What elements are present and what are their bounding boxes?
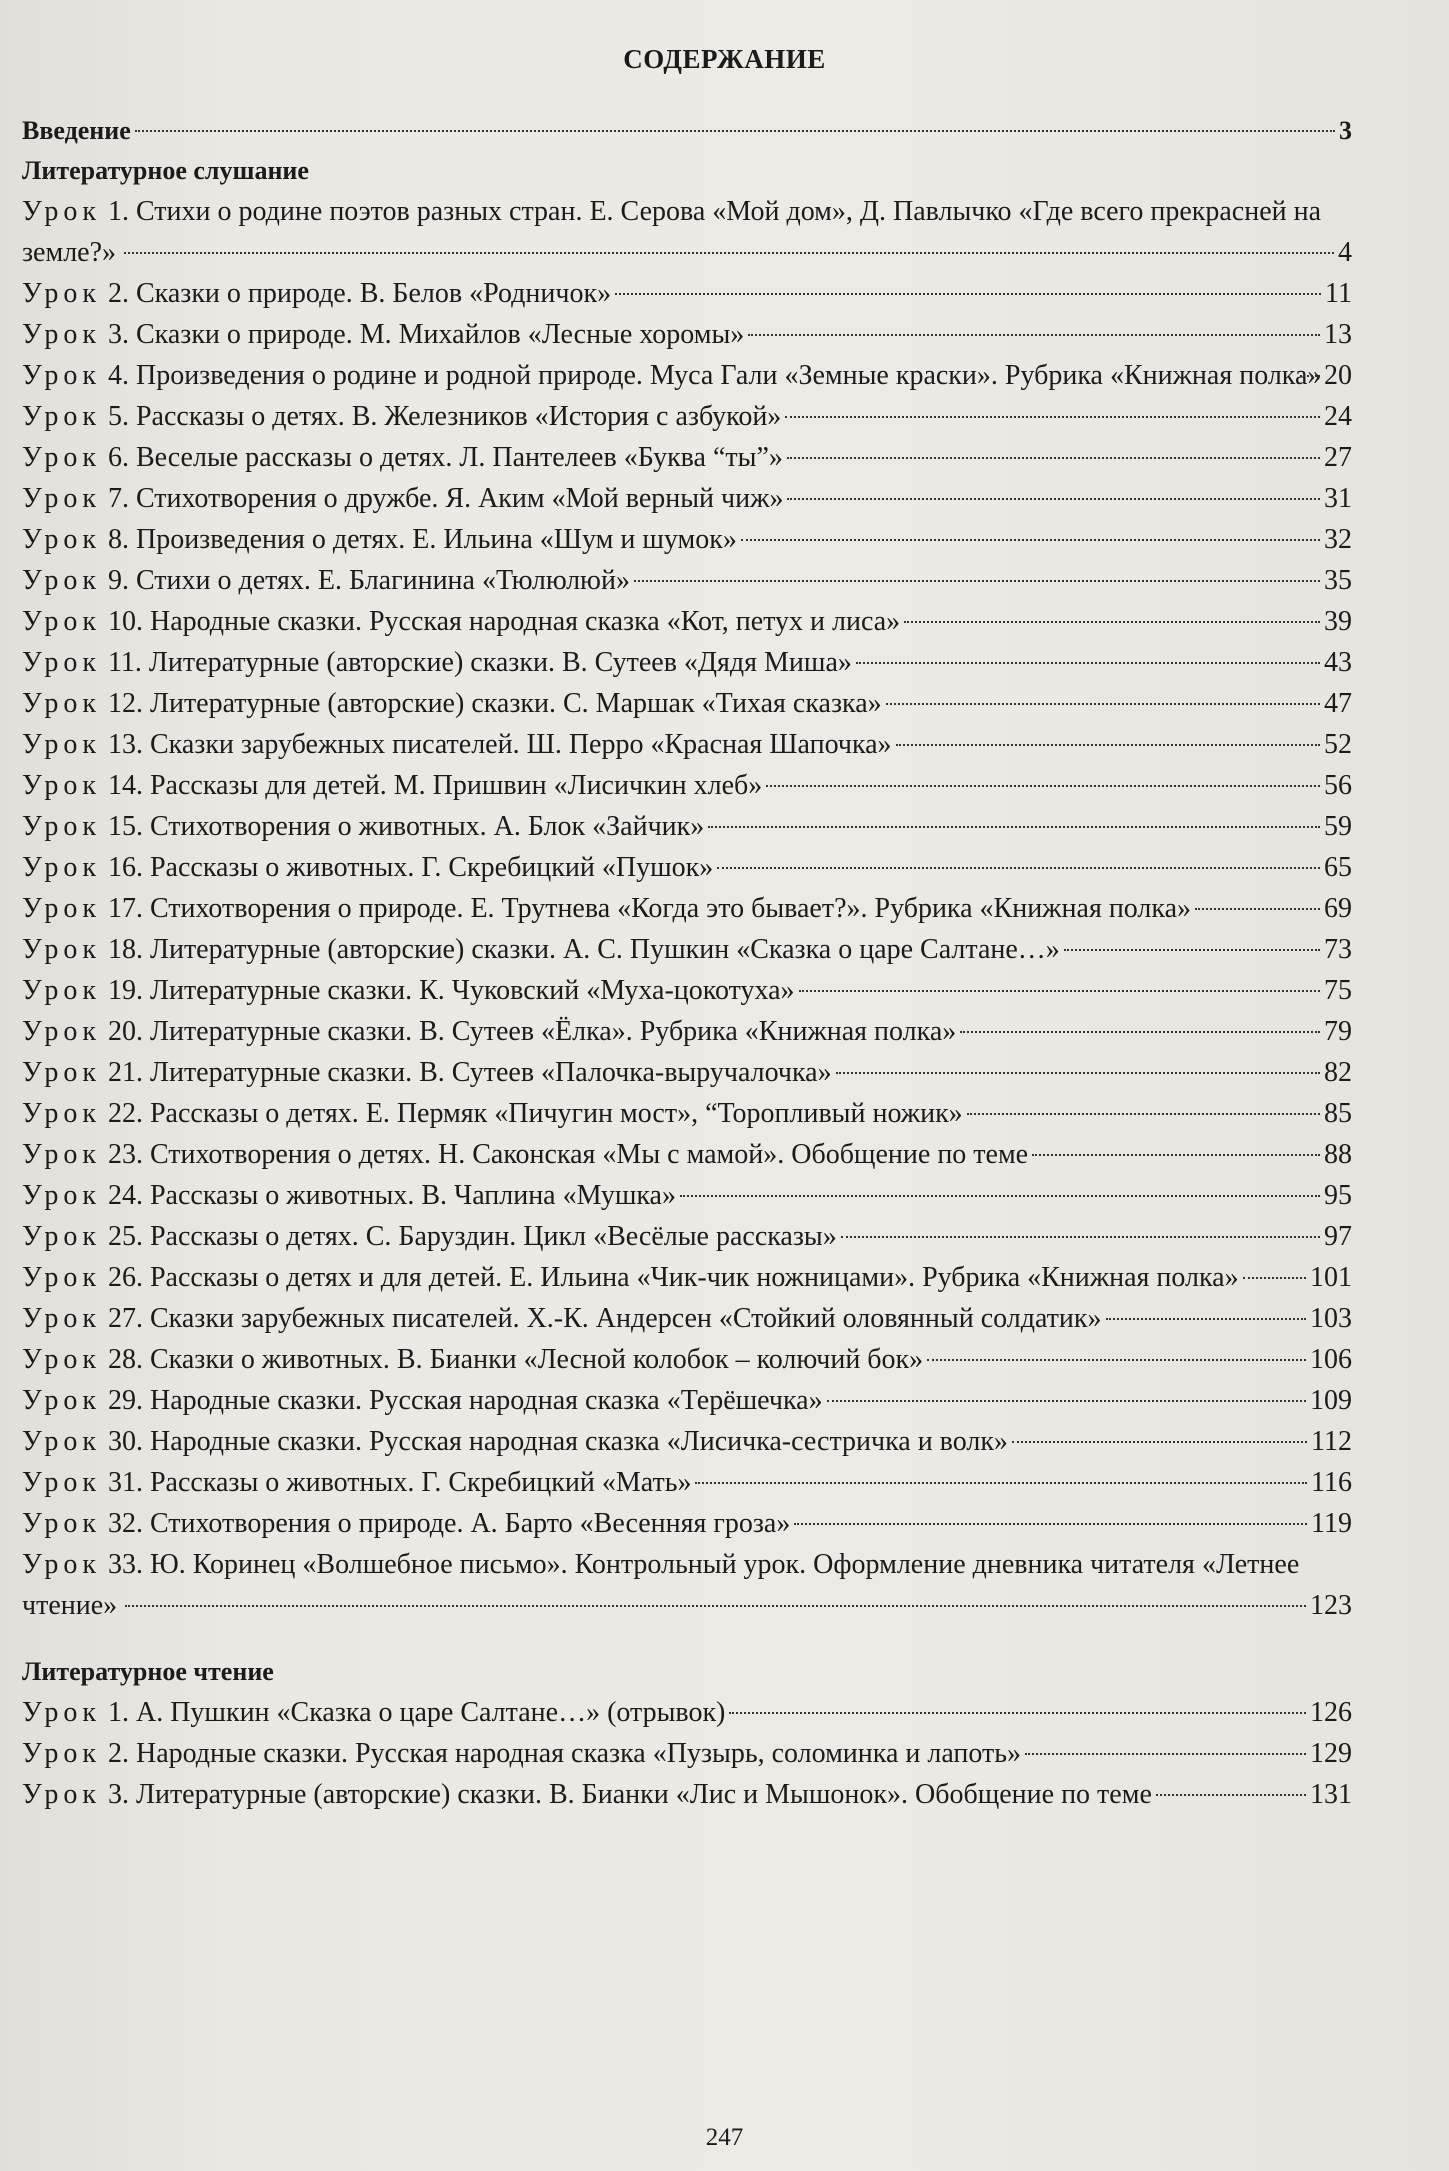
lesson-prefix: Урок [22, 852, 101, 883]
lesson-prefix: Урок [22, 442, 101, 473]
toc-entry-text [22, 1462, 691, 1503]
toc-entry-text [22, 1216, 837, 1257]
toc-entry-text [22, 1380, 823, 1421]
lesson-prefix: Урок [22, 1697, 101, 1728]
toc-entry-text [22, 1134, 1028, 1175]
dot-leader [1032, 1154, 1320, 1156]
dot-leader [836, 1072, 1320, 1074]
toc-entry-text [22, 847, 713, 888]
toc-entry-page: 109 [1310, 1385, 1352, 1416]
toc-entry-text [22, 519, 737, 560]
lesson-prefix: Урок [22, 729, 101, 760]
lesson-title: 11. Литературные (авторские) сказки. В. Сутеев «Дядя Миша» [107, 647, 852, 678]
toc-entry-page: 82 [1324, 1057, 1352, 1088]
section-title-listening: Литературное слушание [22, 156, 309, 185]
lesson-prefix: Урок [22, 360, 101, 391]
toc-entry [22, 273, 1352, 314]
lesson-title: 30. Народные сказки. Русская народная сказка «Лисичка-сестричка и волк» [107, 1426, 1008, 1457]
dot-leader [135, 130, 1335, 132]
toc-entry-text [22, 560, 630, 601]
toc-entry-page: 85 [1324, 1098, 1352, 1129]
lesson-prefix: Урок [22, 1221, 101, 1252]
dot-leader [634, 580, 1320, 582]
dot-leader [1106, 1318, 1306, 1320]
dot-leader [1012, 1441, 1307, 1443]
lesson-prefix: Урок [22, 647, 101, 678]
toc-entry-page: 32 [1324, 524, 1352, 555]
toc-entry-page: 131 [1310, 1779, 1352, 1810]
lesson-title: 15. Стихотворения о животных. А. Блок «Зайчик» [107, 811, 705, 842]
dot-leader [827, 1400, 1306, 1402]
lesson-prefix: Урок [22, 770, 101, 801]
toc-entry-text [22, 1052, 832, 1093]
dot-leader [766, 785, 1320, 787]
dot-leader [748, 334, 1320, 336]
table-of-contents [22, 110, 1352, 1815]
lesson-title: 29. Народные сказки. Русская народная сказка «Терёшечка» [107, 1385, 823, 1416]
toc-entry [22, 1257, 1352, 1298]
toc-entry [22, 1134, 1352, 1175]
lesson-prefix: Урок [22, 1738, 101, 1769]
toc-entry-page: 112 [1311, 1426, 1352, 1457]
toc-entry-text [22, 806, 704, 847]
toc-entry-text [22, 1733, 1021, 1774]
lesson-prefix: Урок [22, 1262, 101, 1293]
lesson-prefix: Урок [22, 1426, 101, 1457]
dot-leader [787, 457, 1320, 459]
toc-entry-text [22, 1503, 790, 1544]
lesson-title: 8. Произведения о детях. Е. Ильина «Шум и шумок» [107, 524, 737, 555]
lesson-title: 1. Стихи о родине поэтов разных стран. Е. Серова «Мой дом», Д. Павлычко «Где всего прекрасней на земле?» [22, 196, 1322, 268]
toc-entry [22, 191, 1352, 273]
toc-entry-page: 39 [1324, 606, 1352, 637]
lesson-prefix: Урок [22, 688, 101, 719]
lesson-prefix: Урок [22, 401, 101, 432]
toc-entry-page: 79 [1324, 1016, 1352, 1047]
dot-leader [1025, 1753, 1306, 1755]
lesson-prefix: Урок [22, 565, 101, 596]
toc-entry-text [22, 396, 781, 437]
toc-entry-page: 123 [1310, 1590, 1352, 1621]
toc-entry-page: 119 [1311, 1508, 1352, 1539]
toc-entry-page: 27 [1324, 442, 1352, 473]
lesson-title: 10. Народные сказки. Русская народная сказка «Кот, петух и лиса» [107, 606, 901, 637]
toc-entry-page: 31 [1324, 483, 1352, 514]
lesson-title: 18. Литературные (авторские) сказки. А. С. Пушкин «Сказка о царе Салтане…» [107, 934, 1060, 965]
lesson-title: 24. Рассказы о животных. В. Чаплина «Мушка» [107, 1180, 676, 1211]
toc-entry [22, 1011, 1352, 1052]
toc-entry-text [22, 929, 1060, 970]
dot-leader [125, 1605, 1306, 1607]
toc-entry-text [22, 724, 892, 765]
toc-entry [22, 1216, 1352, 1257]
toc-entry-text [22, 273, 611, 314]
lesson-title: 2. Народные сказки. Русская народная сказка «Пузырь, соломинка и лапоть» [107, 1738, 1022, 1769]
lesson-prefix: Урок [22, 606, 101, 637]
toc-entry-page: 24 [1324, 401, 1352, 432]
lesson-title: 9. Стихи о детях. Е. Благинина «Тюлюлюй» [107, 565, 630, 596]
toc-entry [22, 970, 1352, 1011]
lesson-title: 2. Сказки о природе. В. Белов «Родничок» [107, 278, 612, 309]
page-number: 247 [705, 2124, 744, 2151]
dot-leader [717, 867, 1320, 869]
toc-entry-text [22, 1421, 1008, 1462]
toc-entry-text [22, 1774, 1152, 1815]
toc-entry [22, 1692, 1352, 1733]
dot-leader [1300, 375, 1320, 377]
toc-entry-page: 101 [1310, 1262, 1352, 1293]
dot-leader [904, 621, 1320, 623]
toc-entry [22, 1462, 1352, 1503]
toc-entry-page: 97 [1324, 1221, 1352, 1252]
toc-entry-text: Введение [22, 116, 131, 145]
toc-entry-text [22, 1298, 1102, 1339]
lesson-prefix: Урок [22, 1180, 101, 1211]
toc-entry-page: 129 [1310, 1738, 1352, 1769]
toc-entry [22, 601, 1352, 642]
lesson-prefix: Урок [22, 1057, 101, 1088]
lesson-title: 6. Веселые рассказы о детях. Л. Пантелеев «Буква “ты”» [107, 442, 783, 473]
toc-entry-text [22, 970, 795, 1011]
lesson-prefix: Урок [22, 934, 101, 965]
dot-leader [927, 1359, 1306, 1361]
lesson-title: 12. Литературные (авторские) сказки. С. Маршак «Тихая сказка» [107, 688, 882, 719]
lesson-prefix: Урок [22, 1098, 101, 1129]
toc-entry [22, 1774, 1352, 1815]
toc-entry-text [22, 683, 882, 724]
dot-leader [794, 1523, 1307, 1525]
lesson-prefix: Урок [22, 1549, 101, 1580]
lesson-prefix: Урок [22, 1385, 101, 1416]
toc-entry-text [22, 1093, 963, 1134]
toc-entry-page: 69 [1324, 893, 1352, 924]
toc-entry-text [22, 1257, 1239, 1298]
dot-leader [1064, 949, 1320, 951]
toc-entry [22, 519, 1352, 560]
lesson-prefix: Урок [22, 1016, 101, 1047]
toc-entry [22, 642, 1352, 683]
toc-entry [22, 765, 1352, 806]
section-list-reading [22, 1692, 1352, 1815]
toc-entry-page: 52 [1324, 729, 1352, 760]
toc-entry-intro [22, 110, 1352, 151]
toc-entry-page: 56 [1324, 770, 1352, 801]
lesson-title: 20. Литературные сказки. В. Сутеев «Ёлка». Рубрика «Книжная полка» [107, 1016, 957, 1047]
toc-entry-page: 116 [1311, 1467, 1352, 1498]
toc-entry [22, 724, 1352, 765]
toc-entry-text [22, 765, 762, 806]
dot-leader [680, 1195, 1320, 1197]
toc-entry-text [22, 1011, 956, 1052]
toc-entry-text [22, 1175, 676, 1216]
toc-entry [22, 888, 1352, 929]
toc-entry-page: 75 [1324, 975, 1352, 1006]
dot-leader [695, 1482, 1307, 1484]
toc-entry-page: 106 [1310, 1344, 1352, 1375]
toc-entry [22, 1052, 1352, 1093]
lesson-prefix: Урок [22, 483, 101, 514]
toc-entry-page: 126 [1310, 1697, 1352, 1728]
dot-leader [1243, 1277, 1306, 1279]
toc-entry-page: 103 [1310, 1303, 1352, 1334]
dot-leader [785, 416, 1320, 418]
toc-entry-text [22, 642, 852, 683]
section-list-listening [22, 191, 1352, 1626]
toc-entry-page: 95 [1324, 1180, 1352, 1211]
lesson-title: 22. Рассказы о детях. Е. Пермяк «Пичугин мост», “Торопливый ножик» [107, 1098, 963, 1129]
lesson-prefix: Урок [22, 319, 101, 350]
lesson-title: 21. Литературные сказки. В. Сутеев «Палочка-выручалочка» [107, 1057, 832, 1088]
toc-entry-page: 59 [1324, 811, 1352, 842]
section-title-reading: Литературное чтение [22, 1657, 274, 1686]
toc-entry [22, 1503, 1352, 1544]
toc-entry-text [22, 478, 783, 519]
dot-leader [799, 990, 1320, 992]
toc-entry [22, 1175, 1352, 1216]
lesson-prefix: Урок [22, 975, 101, 1006]
lesson-prefix: Урок [22, 1344, 101, 1375]
dot-leader [787, 498, 1320, 500]
toc-entry [22, 560, 1352, 601]
toc-entry-text [22, 1339, 923, 1380]
lesson-title: 3. Сказки о природе. М. Михайлов «Лесные хоромы» [107, 319, 745, 350]
toc-entry [22, 1733, 1352, 1774]
toc-entry-page: 20 [1324, 360, 1352, 391]
page-title: СОДЕРЖАНИЕ [623, 44, 826, 74]
lesson-prefix: Урок [22, 893, 101, 924]
dot-leader [1156, 1794, 1306, 1796]
lesson-title: 17. Стихотворения о природе. Е. Трутнева «Когда это бывает?». Рубрика «Книжная полка» [107, 893, 1192, 924]
lesson-title: 27. Сказки зарубежных писателей. Х.-К. Андерсен «Стойкий оловянный солдатик» [107, 1303, 1102, 1334]
toc-entry-page: 35 [1324, 565, 1352, 596]
lesson-title: 28. Сказки о животных. В. Бианки «Лесной колобок – колючий бок» [107, 1344, 924, 1375]
toc-entry [22, 478, 1352, 519]
dot-leader [708, 826, 1320, 828]
toc-entry-page: 13 [1324, 319, 1352, 350]
dot-leader [1195, 908, 1320, 910]
lesson-title: 13. Сказки зарубежных писателей. Ш. Перро «Красная Шапочка» [107, 729, 892, 760]
lesson-prefix: Урок [22, 278, 101, 309]
toc-entry-page: 43 [1324, 647, 1352, 678]
dot-leader [615, 293, 1321, 295]
dot-leader [967, 1113, 1320, 1115]
lesson-title: 32. Стихотворения о природе. А. Барто «Весенняя гроза» [107, 1508, 791, 1539]
dot-leader [729, 1712, 1306, 1714]
dot-leader [856, 662, 1320, 664]
dot-leader [886, 703, 1320, 705]
toc-entry [22, 1093, 1352, 1134]
toc-entry-text [22, 888, 1191, 929]
lesson-title: 23. Стихотворения о детях. Н. Саконская «Мы с мамой». Обобщение по теме [107, 1139, 1029, 1170]
lesson-title: 1. А. Пушкин «Сказка о царе Салтане…» (отрывок) [107, 1697, 726, 1728]
toc-entry-text [22, 601, 900, 642]
toc-entry-page: 11 [1325, 278, 1352, 309]
lesson-title: 25. Рассказы о детях. С. Баруздин. Цикл «Весёлые рассказы» [107, 1221, 837, 1252]
toc-entry-page: 47 [1324, 688, 1352, 719]
lesson-title: 33. Ю. Коринец «Волшебное письмо». Контрольный урок. Оформление дневника читателя «Летнее чтение» [22, 1549, 1300, 1621]
toc-entry [22, 1544, 1352, 1626]
toc-entry [22, 1380, 1352, 1421]
lesson-title: 16. Рассказы о животных. Г. Скребицкий «Пушок» [107, 852, 714, 883]
dot-leader [741, 539, 1320, 541]
toc-entry-page: 4 [1338, 237, 1352, 268]
lesson-prefix: Урок [22, 1508, 101, 1539]
lesson-prefix: Урок [22, 1139, 101, 1170]
lesson-prefix: Урок [22, 1303, 101, 1334]
toc-entry-page: 88 [1324, 1139, 1352, 1170]
lesson-title: 4. Произведения о родине и родной природе. Муса Гали «Земные краски». Рубрика «Книжная полка» [107, 360, 1322, 391]
toc-entry [22, 1421, 1352, 1462]
lesson-prefix: Урок [22, 811, 101, 842]
toc-entry [22, 314, 1352, 355]
lesson-title: 26. Рассказы о детях и для детей. Е. Ильина «Чик-чик ножницами». Рубрика «Книжная полка» [107, 1262, 1239, 1293]
toc-entry-text [22, 360, 1321, 391]
toc-entry [22, 355, 1352, 396]
toc-entry [22, 929, 1352, 970]
toc-entry [22, 1298, 1352, 1339]
toc-entry [22, 847, 1352, 888]
lesson-title: 3. Литературные (авторские) сказки. В. Бианки «Лис и Мышонок». Обобщение по теме [107, 1779, 1152, 1810]
lesson-title: 7. Стихотворения о дружбе. Я. Аким «Мой верный чиж» [107, 483, 784, 514]
toc-entry-page: 65 [1324, 852, 1352, 883]
dot-leader [841, 1236, 1320, 1238]
lesson-title: 31. Рассказы о животных. Г. Скребицкий «Мать» [107, 1467, 692, 1498]
toc-entry [22, 683, 1352, 724]
lesson-prefix: Урок [22, 196, 101, 227]
lesson-prefix: Урок [22, 524, 101, 555]
toc-entry-text [22, 1692, 725, 1733]
lesson-prefix: Урок [22, 1779, 101, 1810]
toc-entry [22, 396, 1352, 437]
toc-entry [22, 806, 1352, 847]
dot-leader [896, 744, 1320, 746]
lesson-title: 5. Рассказы о детях. В. Железников «История с азбукой» [107, 401, 782, 432]
toc-entry-text [22, 437, 783, 478]
lesson-title: 19. Литературные сказки. К. Чуковский «Муха-цокотуха» [107, 975, 795, 1006]
toc-entry-page: 73 [1324, 934, 1352, 965]
lesson-prefix: Урок [22, 1467, 101, 1498]
toc-entry [22, 437, 1352, 478]
toc-entry-text [22, 314, 744, 355]
lesson-title: 14. Рассказы для детей. М. Пришвин «Лисичкин хлеб» [107, 770, 763, 801]
toc-entry [22, 1339, 1352, 1380]
toc-entry-page: 3 [1339, 116, 1352, 145]
dot-leader [124, 252, 1334, 254]
dot-leader [960, 1031, 1320, 1033]
